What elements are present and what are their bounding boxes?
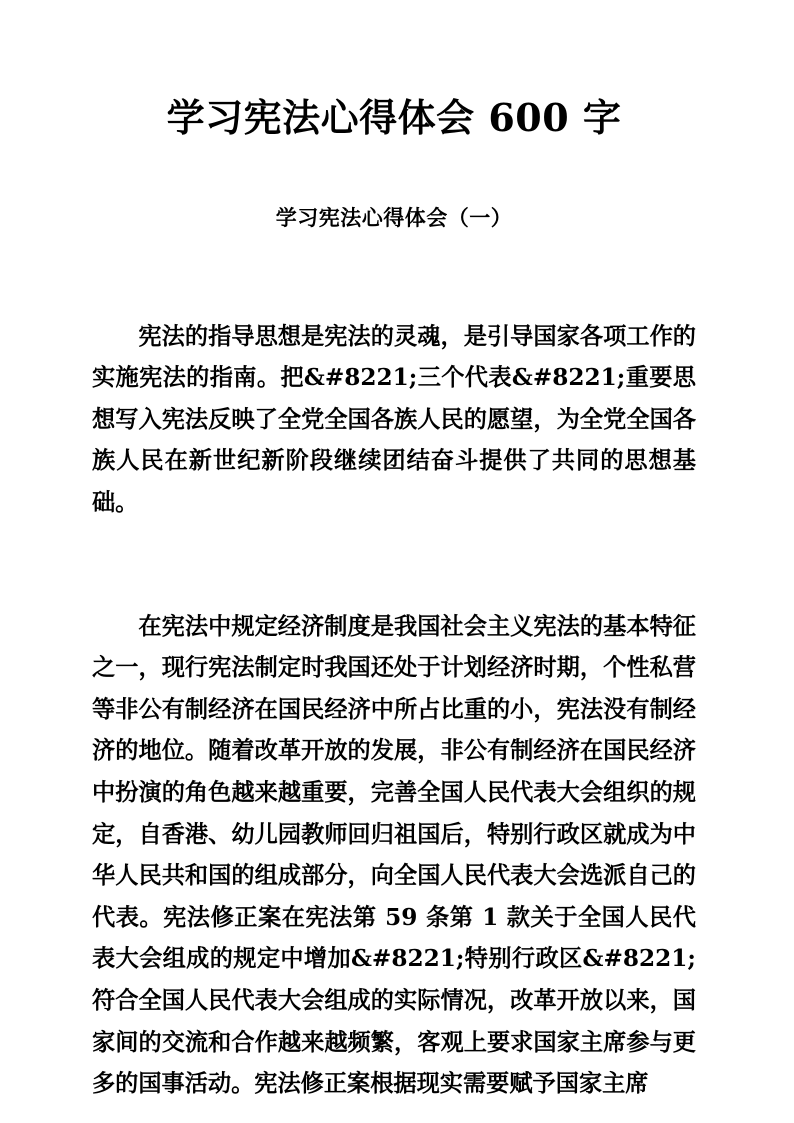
document-content [92, 0, 696, 1105]
page-title: 学习宪法心得体会 600 字 [166, 95, 622, 140]
paragraph: 宪法的指导思想是宪法的灵魂，是引导国家各项工作的实施宪法的指南。把&#8221;三个代表&#8221;重要思想写入宪法反映了全党全国各族人民的愿望，为全党全国各族人民在新世纪新阶段继续团结奋斗提供了共同的思想基础。 [92, 322, 696, 517]
body-text [92, 232, 696, 1105]
document-subtitle: 学习宪法心得体会（一） [275, 204, 513, 230]
paragraph: 在宪法中规定经济制度是我国社会主义宪法的基本特征之一，现行宪法制定时我国还处于计划经济时期，个性私营等非公有制经济在国民经济中所占比重的小，宪法没有制经济的地位。随着改革开放的发展，非公有制经济在国民经济中扮演的角色越来越重要，完善全国人民代表大会组织的规定，自香港、幼儿园教师回归祖国后，特别行政区就成为中华人民共和国的组成部分，向全国人民代表大会选派自己的代表。宪法修正案在宪法第 59 条第 1 款关于全国人民代表大会组成的规定中增加&#8221;特别行政区&#8221;符合全国人民代表大会组成的实际情况，改革开放以来，国家间的交流和合作越来越频繁，客观上要求国家主席参与更多的国事活动。宪法修正案根据现实需要赋予国家主席 [92, 612, 696, 1098]
